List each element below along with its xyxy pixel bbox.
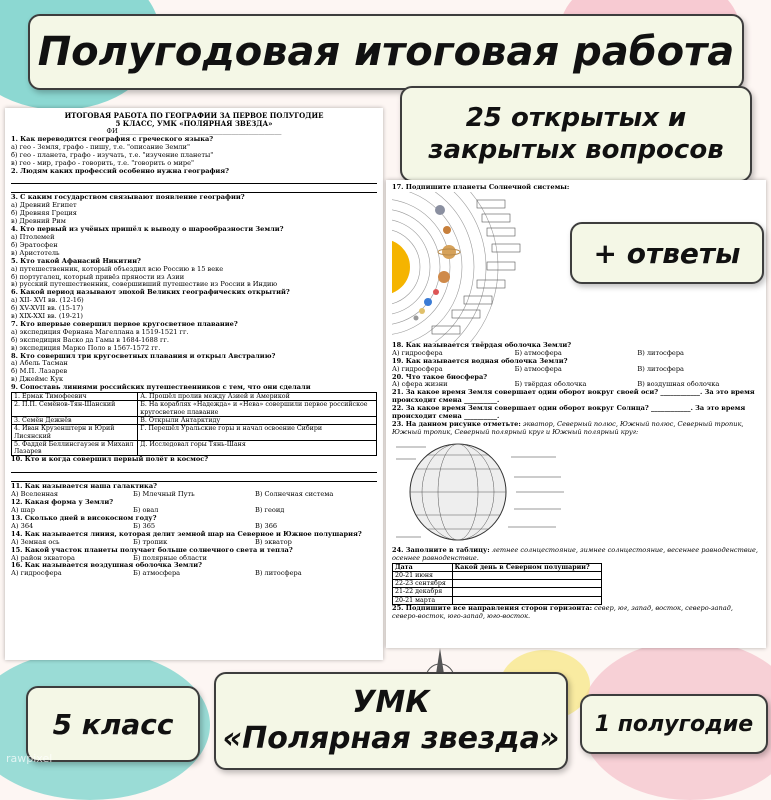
table-row: 21-22 декабря <box>393 588 602 596</box>
sheet-header-2: 5 КЛАСС, УМК «ПОЛЯРНАЯ ЗВЕЗДА» <box>115 119 273 128</box>
title-text: Полугодовая итоговая работа <box>37 29 735 75</box>
answer-option: в) Аристотель <box>11 248 60 257</box>
answer-option: а) экспедиция Фернана Магеллана в 1519-1521 гг. <box>11 327 189 336</box>
achievement-cell: Б. На кораблях «Надежда» и «Нева» совершили первое российское кругосветное плавание <box>138 401 377 417</box>
traveler-cell: 5. Фаддей Беллинсгаузен и Михаил Лазарев <box>12 440 138 456</box>
question-text: 6. Какой период называют эпохой Великих географических открытий? <box>11 288 290 297</box>
answers-banner <box>570 222 764 284</box>
traveler-cell: 1. Ермак Тимофеевич <box>12 393 138 401</box>
achievement-cell: А. Прошёл пролив между Азией и Америкой <box>138 393 377 401</box>
table-row: 20-21 июня <box>393 571 602 579</box>
table-row: 22-23 сентября <box>393 580 602 588</box>
q24-block: 24. Заполните в таблицу: летнее солнцестояние, зимнее солнцестояние, весеннее равноденствие, осеннее равноденствие. <box>392 545 758 562</box>
questions-line-1: 25 открытых и <box>465 103 687 133</box>
answer-line <box>11 474 377 482</box>
table-row <box>12 393 377 401</box>
q15-options: А) район экватора Б) полярные области <box>11 553 207 562</box>
answer-option: а) путешественник, который объездил всю Россию в 15 веке <box>11 264 224 273</box>
q13-text: 13. Сколько дней в високосном году? <box>11 514 157 522</box>
answer-option: а) Птолемей <box>11 232 55 241</box>
grade-text: 5 класс <box>52 707 174 741</box>
traveler-cell: 2. П.П. Семёнов-Тян-Шанский <box>12 401 138 417</box>
q11-text: 11. Как называется наша галактика? <box>11 482 157 491</box>
q13-options: А) 364 Б) 365 В) 366 <box>11 521 278 530</box>
q19-text: 19. Как называется водная оболочка Земли? <box>392 356 568 365</box>
answer-line <box>11 176 377 184</box>
answer-option: б) португалец, который привёз пряности из Азии <box>11 272 185 281</box>
achievement-cell: Д. Исследовал горы Тянь-Шаня <box>138 440 377 456</box>
questions-line-2: закрытых вопросов <box>428 135 724 165</box>
answer-option: б) М.П. Лазарев <box>11 367 68 376</box>
question-text: 2. Людям каких профессий особенно нужна география? <box>11 166 230 175</box>
achievement-cell: В. Открыли Антарктиду <box>138 416 377 424</box>
q20-options: А) сфера жизни Б) твёрдая оболочка В) воздушная оболочка <box>392 380 720 389</box>
question-list <box>11 136 377 384</box>
table-header: Дата <box>393 563 453 571</box>
sun-icon <box>392 239 410 295</box>
title-banner <box>28 14 744 90</box>
q14-options: А) Земная ось Б) тропик В) экватор <box>11 537 292 546</box>
umk-line-1: УМК <box>352 685 430 720</box>
q24-table <box>392 563 602 605</box>
fi-line: ФИ _________________________________________________ <box>106 127 282 135</box>
q18-text: 18. Как называется твёрдая оболочка Земли? <box>392 340 572 349</box>
q14-text: 14. Как называется линия, которая делит земной шар на Северное и Южное полушария? <box>11 529 362 538</box>
half-banner <box>580 694 768 754</box>
answer-option: а) Абель Тасман <box>11 359 68 368</box>
answer-option: а) XII- XVI вв. (12-16) <box>11 296 84 305</box>
answer-option: в) Древний Рим <box>11 217 66 226</box>
q25-block: 25. Подпишите все направления сторон горизонта: север, юг, запад, восток, северо-запад, северо-восток, юго-запад, юго-восток. <box>392 604 733 620</box>
question-text: 4. Кто первый из учёных пришёл к выводу о шарообразности Земли? <box>11 225 284 234</box>
q10-text: 10. Кто и когда совершил первый полёт в космос? <box>11 455 209 464</box>
q17-text: 17. Подпишите планеты Солнечной системы: <box>392 183 570 191</box>
q21-text: 21. За какое время Земля совершает один оборот вокруг своей оси? ____________. За это время происходит смена __________. <box>392 388 755 405</box>
q16-text: 16. Как называется воздушная оболочка Земли? <box>11 561 202 570</box>
question-text: 1. Как переводится география с греческого языка? <box>11 134 214 143</box>
planet-icon <box>443 226 451 234</box>
table-row <box>12 416 377 424</box>
half-text: 1 полугодие <box>594 711 754 737</box>
q12-options: А) шар Б) овал В) геоид <box>11 506 285 515</box>
answer-option: в) гео - мир, графо - говорить, т.е. "говорить о мире" <box>11 158 195 167</box>
q11-options: А) Вселенная Б) Млечный Путь В) Солнечная система <box>11 490 334 499</box>
answer-option: в) русский путешественник, совершивший путешествие из России в Индию <box>11 280 278 289</box>
planet-icon <box>435 205 445 215</box>
q16-options: А) гидросфера Б) атмосфера В) литосфера <box>11 569 302 578</box>
answer-line <box>11 185 377 193</box>
answers-text: + ответы <box>593 236 741 270</box>
grade-banner <box>26 686 200 762</box>
question-text: 5. Кто такой Афанасий Никитин? <box>11 256 141 265</box>
answer-option: б) XV-XVII вв. (15-17) <box>11 304 84 313</box>
q12-text: 12. Какая форма у Земли? <box>11 498 114 507</box>
planet-icon <box>442 245 456 259</box>
q19-options: А) гидросфера Б) атмосфера В) литосфера <box>392 364 684 373</box>
answer-option: б) Древняя Греция <box>11 209 77 218</box>
table-row <box>12 440 377 456</box>
answer-line <box>11 465 377 473</box>
answer-option: в) экспедиция Марко Поло в 1567-1572 гг. <box>11 343 161 352</box>
planet-icon <box>424 298 432 306</box>
umk-line-2: «Полярная звезда» <box>222 721 560 756</box>
answer-option: б) Эратосфен <box>11 240 58 249</box>
traveler-cell: 3. Семён Дежнёв <box>12 416 138 424</box>
answer-option: б) экспедиция Васко да Гамы в 1684-1688 гг. <box>11 335 169 344</box>
questions-banner <box>400 86 752 182</box>
question-text: 7. Кто впервые совершил первое кругосветное плавание? <box>11 319 238 328</box>
achievement-cell: Г. Перешёл Уральские горы и начал освоение Сибири <box>138 425 377 441</box>
solar-system-diagram <box>392 192 562 342</box>
answer-option: б) гео - планета, графо - изучать, т.е. "изучение планеты" <box>11 150 214 159</box>
umk-banner <box>214 672 568 770</box>
table-row: 20-21 марта <box>393 596 602 604</box>
q18-options: А) гидросфера Б) атмосфера В) литосфера <box>392 348 684 357</box>
planet-icon <box>433 289 439 295</box>
q15-text: 15. Какой участок планеты получает больше солнечного света и тепла? <box>11 545 293 554</box>
table-row <box>12 401 377 417</box>
watermark: rawpixel <box>6 752 53 765</box>
worksheet-page-1 <box>5 108 383 660</box>
planet-icon <box>419 308 425 314</box>
q22-text: 22. За какое время Земля совершает один оборот вокруг Солнца? ____________. За это время происходит смена __________. <box>392 404 746 421</box>
planet-icon <box>438 271 450 283</box>
table-row <box>12 425 377 441</box>
answer-option: а) Древний Египет <box>11 201 77 210</box>
sheet-header-1: ИТОГОВАЯ РАБОТА ПО ГЕОГРАФИИ ЗА ПЕРВОЕ ПОЛУГОДИЕ <box>64 111 324 120</box>
globe-diagram <box>396 437 596 547</box>
answer-option: а) гео - Земля, графо - пишу, т.е. "описание Земли" <box>11 142 190 151</box>
question-text: 8. Кто совершил три кругосветных плавания и открыл Австралию? <box>11 351 276 360</box>
question-text: 3. С каким государством связывают появление географии? <box>11 193 245 202</box>
table-header: Какой день в Северном полушарии? <box>452 563 601 571</box>
answer-option: в) Джеймс Кук <box>11 375 64 384</box>
q23-block: 23. На данном рисунке отметьте: экватор, Северный полюс, Южный полюс, Северный тропик, Южный тропик, Северный полярный круг и Южный полярный круг: <box>392 419 744 436</box>
answer-option: в) XIX-XXI вв. (19-21) <box>11 312 83 321</box>
q20-text: 20. Что такое биосфера? <box>392 372 488 381</box>
q9-match-table <box>11 392 377 456</box>
traveler-cell: 4. Иван Крузенштерн и Юрий Лисянский <box>12 425 138 441</box>
planet-icon <box>414 315 419 320</box>
q9-text: 9. Сопоставь линиями российских путешественников с тем, что они сделали <box>11 383 311 392</box>
